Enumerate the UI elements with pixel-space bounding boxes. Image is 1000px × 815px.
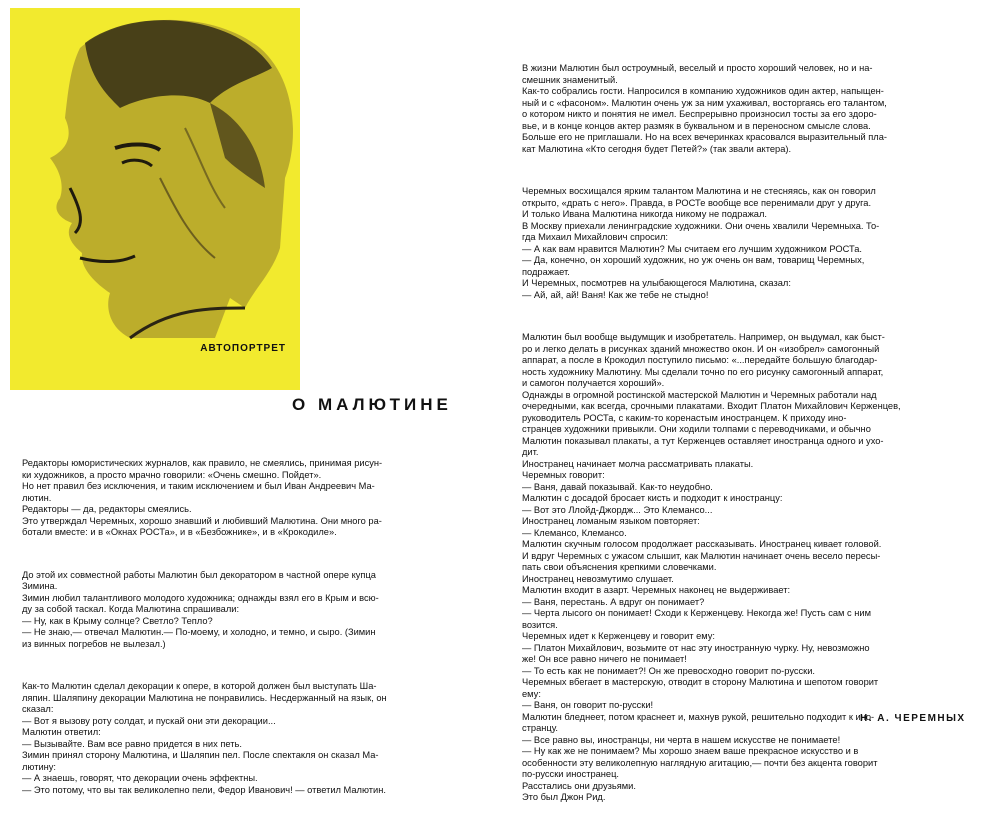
article-title: О МАЛЮТИНЕ	[292, 395, 452, 414]
author-signature: Н. А. ЧЕРЕМНЫХ	[860, 713, 966, 724]
self-portrait-illustration	[10, 8, 300, 390]
paragraph: Как-то Малютин сделал декорации к опере, в которой должен был выступать Ша- ляпин. Шаляпину декорации Малютина не понравились. Несдержанный на язык, он сказал: — Вот я вызову роту солдат, и пускай они эти декорации... Малютин ответил: — Вызывайте. Вам все равно придется в них петь. Зимин принял сторону Малютина, и Шаляпин пел. После спектакля он сказал Ма- лютину: — А знаешь, говорят, что декорации очень эффектны. — Это потому, что вы так великолепно пели, Федор Иванович! — ответил Малютин.	[22, 681, 387, 795]
paragraph: Малютин был вообще выдумщик и изобретатель. Например, он выдумал, как быст- ро и легко делать в рисунках зданий множество окон. И он «изобрел» самогонный аппарат, а после в Крокодил поступило письмо: «...передайте большую благодар- ность художнику Малютину. Мы сделали точно по его рисунку самогонный аппарат, и самогон получается хороший». Однажды в огромной ростинской мастерской Малютин и Черемных работали над очередными, как всегда, срочными плакатами. Входит Платон Михайлович Керженцев, руководитель РОСТа, с каким-то коренастым иностранцем. К приходу ино- странцев художники привыкли. Они ходили толпами с переводчиками, и обычно Малютин показывал плакаты, а тут Керженцев оставляет иностранца одного и ухо- дит. Иностранец начинает молча рассматривать плакаты. Черемных говорит: — Ваня, давай показывай. Как-то неудобно. Малютин с досадой бросает кисть и подходит к иностранцу: — Вот это Ллойд-Джордж... Это Клемансо... Иностранец ломаным языком повторяет: — Клеманco, Клеманco. Малютин скучным голосом продолжает рассказывать. Иностранец кивает головой. И вдруг Черемных с ужасом слышит, как Малютин начинает очень весело пересы- пать свои объяснения крепкими словечками. Иностранец невозмутимо слушает. Малютин входит в азарт. Черемных наконец не выдерживает: — Ваня, перестань. А вдруг он понимает? — Черта лысого он понимает! Сходи к Керженцеву. Некогда же! Пусть сам с ним возится. Черемных идет к Керженцеву и говорит ему: — Платон Михайлович, возьмите от нас эту иностранную чурку. Ну, невозможно же! Он все равно ничего не понимает! — То есть как не понимает?! Он же превосходно говорит по-русски. Черемных вбегает в мастерскую, отводит в сторону Малютина и шепотом говорит ему: — Ваня, он говорит по-русски! Малютин бледнеет, потом краснеет и, махнув рукой, решительно подходит к ино- странцу. — Все равно вы, иностранцы, ни черта в нашем искусстве не понимаете! — Ну как же не понимаем? Мы хорошо знаем ваше прекрасное искусство и в особенности эту великолепную наглядную агитацию,— почти без акцента говорит по-русски иностранец. Расстались они друзьями. Это был Джон Рид.	[522, 332, 901, 802]
left-text-column	[22, 435, 472, 808]
right-text-column	[522, 40, 972, 815]
paragraph: До этой их совместной работы Малютин был декоратором в частной опере купца Зимина. Зимин любил талантливого молодого художника; однажды взял его в Крым и всю- ду за собой таскал. Когда Малютина спрашивали: — Ну, как в Крыму солнце? Светло? Тепло? — Не знаю,— отвечал Малютин.— По-моему, и холодно, и темно, и сыро. (Зимин из винных погребов не вылезал.)	[22, 569, 379, 649]
paragraph: В жизни Малютин был остроумный, веселый и просто хороший человек, но и на- смешник знаменитый. Как-то собрались гости. Напросился в компанию художников один актер, напыщен- ный и с «фасоном». Малютин очень уж за ним ухаживал, восторгаясь его талантом, о котором никто и понятия не имел. Беспрерывно произносил тосты за его здоро- вье, и в конце концов актер размяк в буквальном и в переносном смысле слова. Больше его не приглашали. Но на всех вечеринках красовался выразительный пла- кат Малютина «Кто сегодня будет Петей?» (так звали актера).	[522, 63, 887, 154]
illustration-caption: АВТОПОРТРЕТ	[200, 343, 286, 354]
paragraph: Черемных восхищался ярким талантом Малютина и не стесняясь, как он говорил открыто, «драть с него». Правда, в РОСТе вообще все перенимали друг у друга. И только Ивана Малютина никогда никому не подражал. В Москву приехали ленинградские художники. Они очень хвалили Черемныха. То- гда Михаил Михайлович спросил: — А как вам нравится Малютин? Мы считаем его лучшим художником РОСТа. — Да, конечно, он хороший художник, но уж очень он вам, товарищ Черемных, подражает. И Черемных, посмотрев на улыбающегося Малютина, сказал: — Ай, ай, ай! Ваня! Как же тебе не стыдно!	[522, 186, 880, 300]
portrait-drawing	[10, 8, 300, 390]
paragraph: Редакторы юмористических журналов, как правило, не смеялись, принимая рисун- ки художников, а просто мрачно говорили: «Очень смешно. Пойдет». Но нет правил без исключения, и таким исключением и был Иван Андреевич Ма- лютин. Редакторы — да, редакторы смеялись. Это утверждал Черемных, хорошо знавший и любивший Малютина. Они много ра- ботали вместе: и в «Окнах РОСТа», и в «Безбожнике», и в «Крокодиле».	[22, 458, 383, 537]
